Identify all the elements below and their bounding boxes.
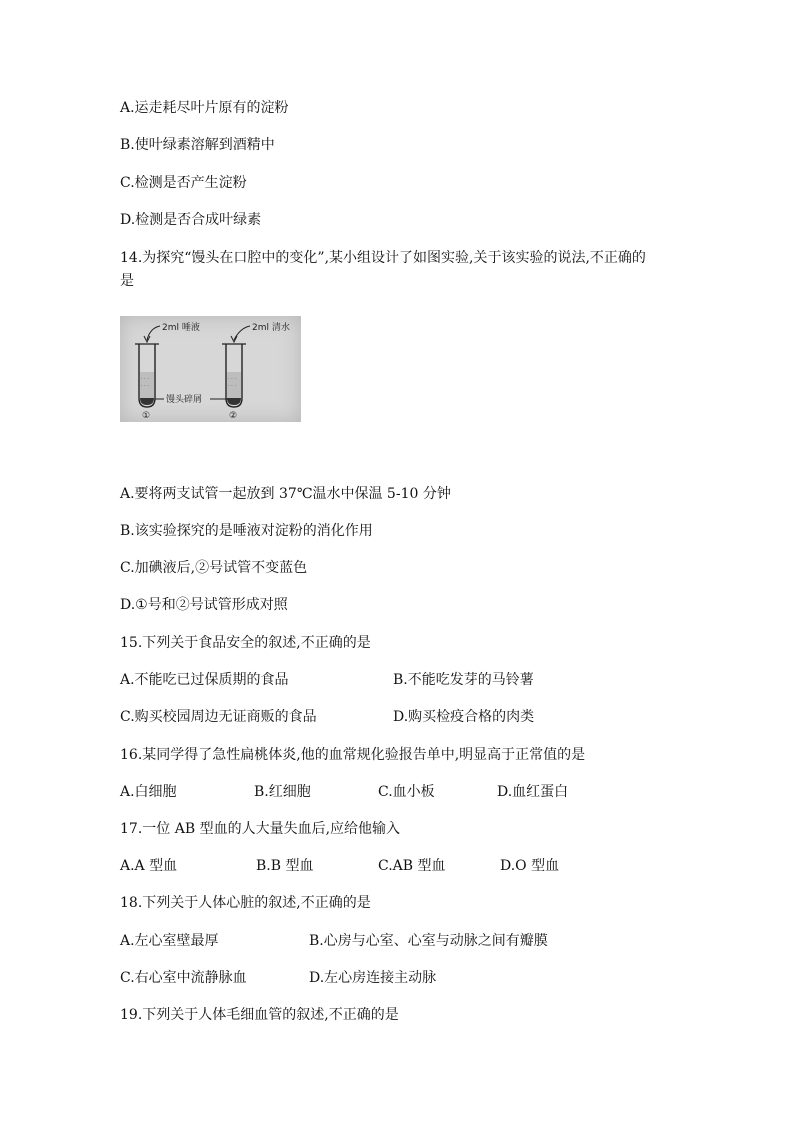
q18-stem: 18.下列关于人体心脏的叙述,不正确的是	[120, 895, 371, 911]
q18-option-d: D.左心房连接主动脉	[309, 970, 437, 986]
q14-option-d: D.①号和②号试管形成对照	[120, 597, 288, 613]
q16-option-c: C.血小板	[378, 784, 435, 800]
q18-option-a: A.左心室壁最厚	[120, 933, 219, 949]
tube1-label: 2ml 唾液	[162, 323, 200, 333]
q15-option-d: D.购买检疫合格的肉类	[393, 709, 535, 725]
q13-option-c: C.检测是否产生淀粉	[120, 175, 247, 191]
svg-text:· · ·: · · ·	[228, 383, 236, 389]
q17-stem: 17.一位 AB 型血的人大量失血后,应给他输入	[120, 821, 401, 837]
svg-text:· · ·: · · ·	[228, 376, 236, 382]
svg-text:· · ·: · · ·	[141, 376, 149, 382]
q14-option-c: C.加碘液后,②号试管不变蓝色	[120, 560, 308, 576]
q17-option-d: D.O 型血	[500, 858, 560, 874]
q17-option-c: C.AB 型血	[378, 858, 446, 874]
q16-stem: 16.某同学得了急性扁桃体炎,他的血常规化验报告单中,明显高于正常值的是	[120, 747, 586, 763]
tube2-label: 2ml 清水	[252, 323, 290, 333]
bottom-label: 馒头碎屑	[166, 395, 203, 405]
test-tube-2	[222, 344, 246, 407]
q15-option-a: A.不能吃已过保质期的食品	[120, 672, 289, 688]
q14-stem-line2: 是	[120, 273, 134, 289]
q13-option-b: B.使叶绿素溶解到酒精中	[120, 137, 275, 153]
q17-option-a: A.A 型血	[120, 858, 178, 874]
q14-stem-line1: 14.为探究“馒头在口腔中的变化”,某小组设计了如图实验,关于该实验的说法,不正确的	[120, 250, 646, 266]
q17-option-b: B.B 型血	[256, 858, 314, 874]
q16-option-a: A.白细胞	[120, 784, 177, 800]
q19-stem: 19.下列关于人体毛细血管的叙述,不正确的是	[120, 1007, 399, 1023]
test-tube-diagram	[120, 316, 301, 422]
test-tube-figure	[120, 316, 301, 422]
test-tube-1	[135, 344, 159, 407]
q14-option-b: B.该实验探究的是唾液对淀粉的消化作用	[120, 523, 373, 539]
q16-option-d: D.血红蛋白	[497, 784, 569, 800]
q13-option-d: D.检测是否合成叶绿素	[120, 212, 262, 228]
tube1-number: ①	[142, 411, 151, 421]
tube2-number: ②	[229, 411, 238, 421]
q18-option-c: C.右心室中流静脉血	[120, 970, 247, 986]
q13-option-a: A.运走耗尽叶片原有的淀粉	[120, 100, 289, 116]
q18-option-b: B.心房与心室、心室与动脉之间有瓣膜	[309, 933, 548, 949]
svg-text:· · ·: · · ·	[141, 383, 149, 389]
q15-stem: 15.下列关于食品安全的叙述,不正确的是	[120, 635, 371, 651]
q15-option-b: B.不能吃发芽的马铃薯	[393, 672, 534, 688]
q15-option-c: C.购买校园周边无证商贩的食品	[120, 709, 317, 725]
q14-option-a: A.要将两支试管一起放到 37℃温水中保温 5-10 分钟	[120, 486, 451, 502]
q16-option-b: B.红细胞	[254, 784, 311, 800]
